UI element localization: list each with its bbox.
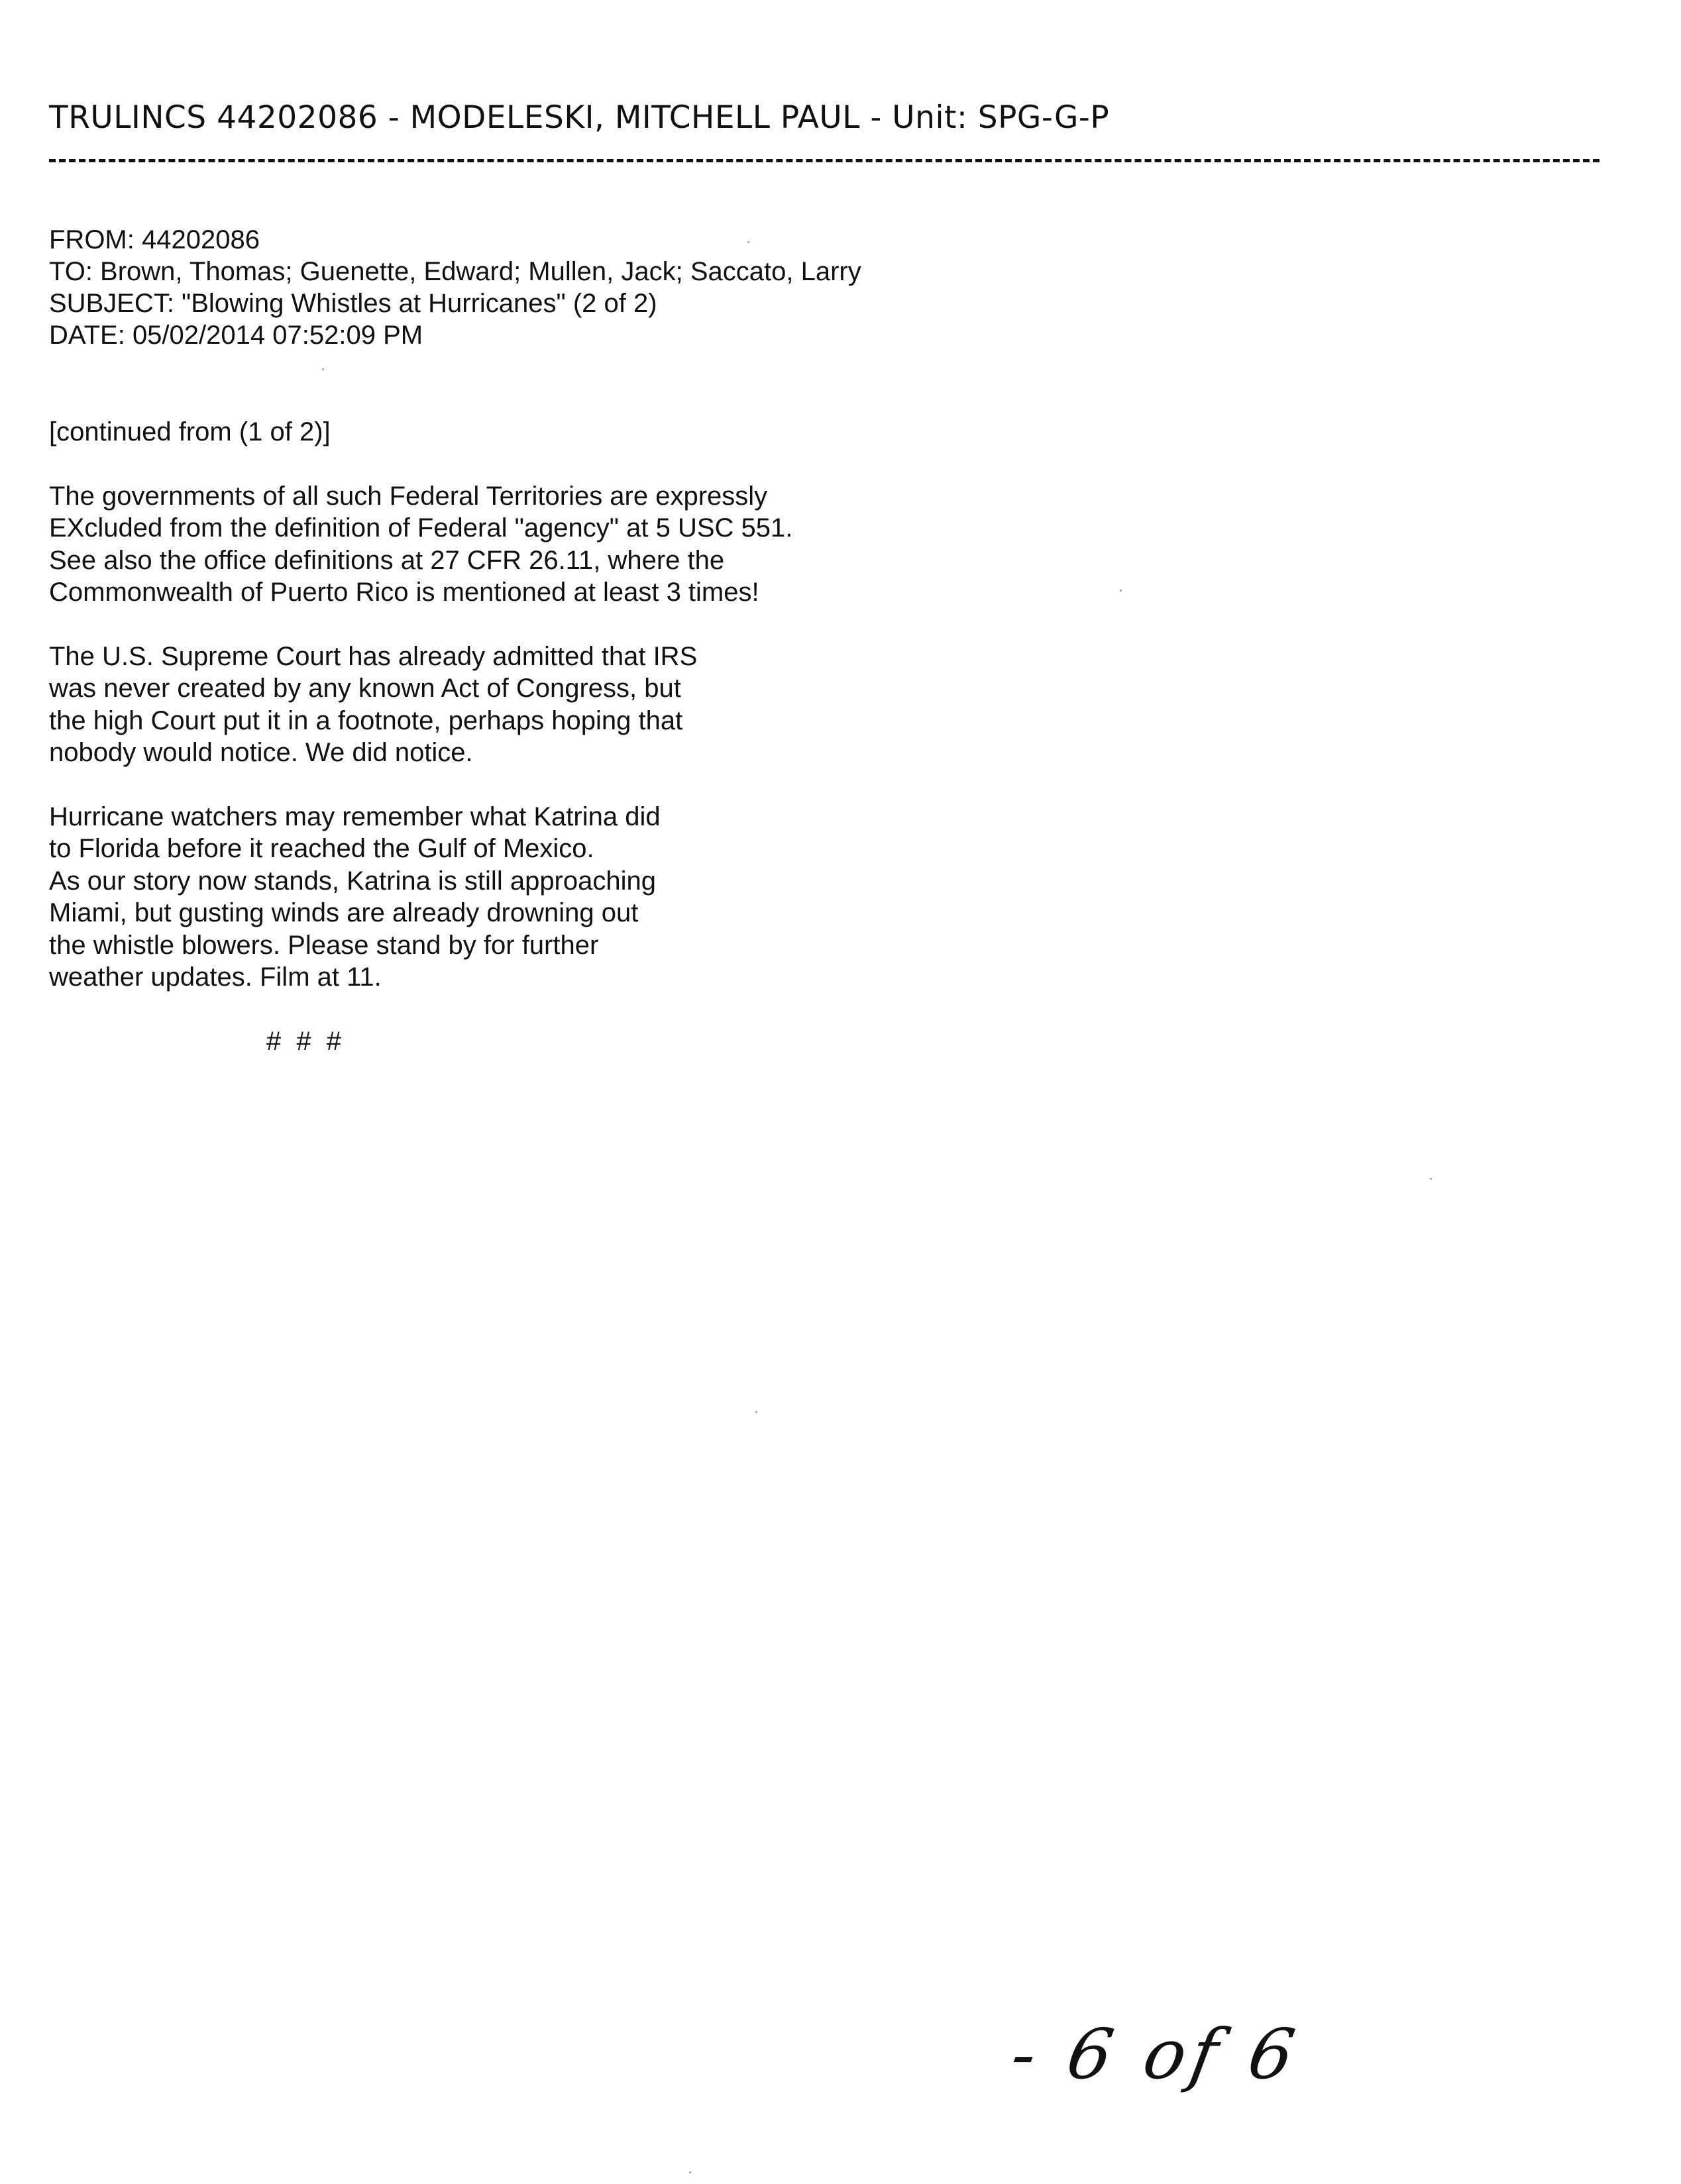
scan-speck: [322, 368, 324, 370]
body-line: The U.S. Supreme Court has already admitted that IRS: [49, 641, 698, 671]
body-line: The governments of all such Federal Territories are expressly: [49, 481, 768, 511]
body-line: Hurricane watchers may remember what Katrina did: [49, 802, 661, 831]
header-divider: [49, 159, 1600, 162]
body-line: the whistle blowers. Please stand by for further: [49, 930, 599, 960]
scan-speck: [689, 2171, 691, 2173]
body-line: As our story now stands, Katrina is still approaching: [49, 866, 656, 896]
body-line: weather updates. Film at 11.: [49, 962, 382, 992]
continued-note: [49, 416, 792, 448]
body-line: was never created by any known Act of Congress, but: [49, 674, 681, 703]
paragraph-supreme-court: [49, 641, 792, 769]
body-line: to Florida before it reached the Gulf of Mexico.: [49, 834, 594, 863]
scan-speck: [747, 241, 749, 243]
body-line: EXcluded from the definition of Federal "agency" at 5 USC 551.: [49, 513, 793, 543]
date-line: DATE: 05/02/2014 07:52:09 PM: [49, 321, 423, 350]
paragraph-territories: [49, 480, 792, 609]
to-line: TO: Brown, Thomas; Guenette, Edward; Mullen, Jack; Saccato, Larry: [49, 257, 861, 286]
end-mark: # # #: [266, 1026, 345, 1056]
subject-line: SUBJECT: "Blowing Whistles at Hurricanes" (2 of 2): [49, 289, 657, 318]
body-line: the high Court put it in a footnote, perhaps hoping that: [49, 705, 683, 735]
handwritten-page-count: - 6 of 6: [1005, 2014, 1306, 2095]
body-line: nobody would notice. We did notice.: [49, 738, 473, 767]
from-line: FROM: 44202086: [49, 225, 260, 254]
paragraph-hurricane: [49, 801, 792, 994]
page-header: TRULINCS 44202086 - MODELESKI, MITCHELL PAUL - Unit: SPG-G-P: [49, 99, 1110, 136]
scan-speck: [755, 1411, 757, 1413]
message-metadata: [49, 224, 861, 351]
scan-speck: [1430, 1178, 1432, 1180]
body-line: Miami, but gusting winds are already drowning out: [49, 898, 639, 927]
scan-speck: [1120, 590, 1122, 592]
body-line: See also the office definitions at 27 CFR 26.11, where the: [49, 545, 725, 575]
continued-line: [continued from (1 of 2)]: [49, 417, 331, 446]
body-line: Commonwealth of Puerto Rico is mentioned at least 3 times!: [49, 578, 759, 607]
message-body: [49, 416, 792, 1057]
